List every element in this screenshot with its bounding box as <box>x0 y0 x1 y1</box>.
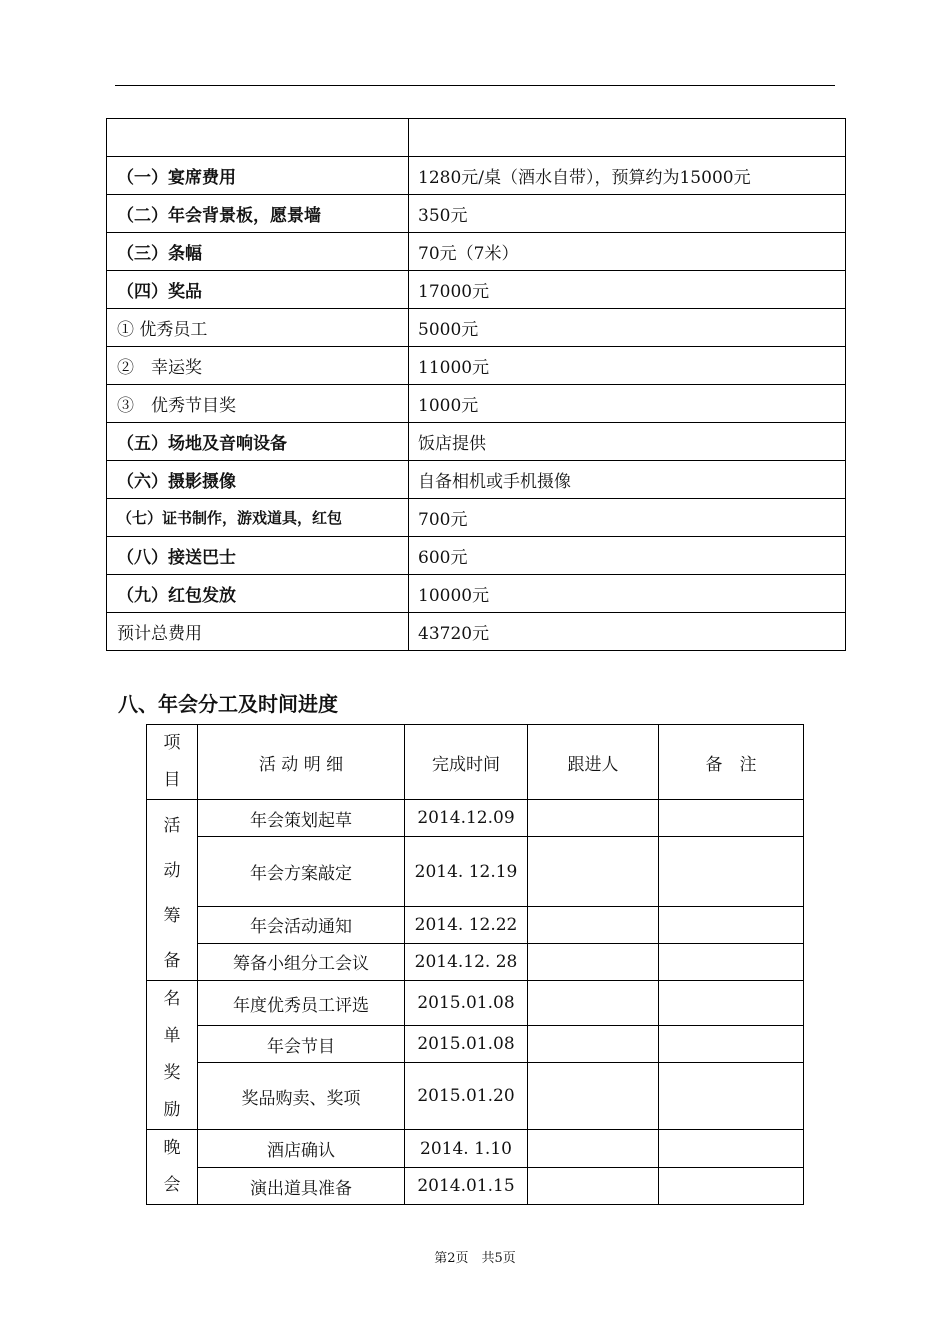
header-person: 跟进人 <box>528 725 659 800</box>
completion-time: 2014.12.09 <box>405 800 528 837</box>
table-row <box>107 195 846 233</box>
table-row <box>107 309 846 347</box>
header-category: 项 目 <box>147 725 198 800</box>
budget-item: （六）摄影摄像 <box>107 461 409 499</box>
table-row <box>147 800 804 837</box>
follow-up-person <box>528 981 659 1026</box>
table-row <box>147 943 804 980</box>
activity-detail: 年会节目 <box>198 1026 405 1063</box>
table-row <box>107 385 846 423</box>
activity-detail: 酒店确认 <box>198 1130 405 1168</box>
table-row <box>107 575 846 613</box>
completion-time: 2015.01.08 <box>405 1026 528 1063</box>
completion-time: 2014. 1.10 <box>405 1130 528 1168</box>
table-row <box>147 837 804 907</box>
category-cell: 活 动 筹 备 <box>147 800 198 981</box>
header-note: 备 注 <box>659 725 804 800</box>
table-row <box>147 1026 804 1063</box>
budget-item <box>107 119 409 157</box>
budget-value: 1280元/桌（酒水自带），预算约为15000元 <box>409 157 846 195</box>
follow-up-person <box>528 837 659 907</box>
note-cell <box>659 1130 804 1168</box>
budget-item: ① 优秀员工 <box>107 309 409 347</box>
header-rule <box>115 85 835 86</box>
table-row <box>107 499 846 537</box>
completion-time: 2014. 12.22 <box>405 907 528 943</box>
table-header-row <box>147 725 804 800</box>
follow-up-person <box>528 907 659 943</box>
table-row <box>147 1168 804 1205</box>
budget-item: （九）红包发放 <box>107 575 409 613</box>
budget-value: 43720元 <box>409 613 846 651</box>
budget-value: 5000元 <box>409 309 846 347</box>
table-row <box>147 1130 804 1168</box>
activity-detail: 奖品购卖、奖项 <box>198 1063 405 1130</box>
schedule-table <box>146 724 804 1205</box>
completion-time: 2014. 12.19 <box>405 837 528 907</box>
note-cell <box>659 943 804 980</box>
table-row <box>107 613 846 651</box>
completion-time: 2015.01.08 <box>405 981 528 1026</box>
follow-up-person <box>528 800 659 837</box>
activity-detail: 年会方案敲定 <box>198 837 405 907</box>
budget-item: （三）条幅 <box>107 233 409 271</box>
budget-value <box>409 119 846 157</box>
note-cell <box>659 981 804 1026</box>
budget-value: 11000元 <box>409 347 846 385</box>
note-cell <box>659 907 804 943</box>
table-row <box>107 233 846 271</box>
follow-up-person <box>528 1168 659 1205</box>
note-cell <box>659 800 804 837</box>
budget-table <box>106 118 846 651</box>
activity-detail: 演出道具准备 <box>198 1168 405 1205</box>
completion-time: 2014.01.15 <box>405 1168 528 1205</box>
page-footer: 第2页 共5页 <box>434 1251 516 1266</box>
budget-item: ② 幸运奖 <box>107 347 409 385</box>
table-row <box>107 271 846 309</box>
note-cell <box>659 1168 804 1205</box>
table-row <box>147 1063 804 1130</box>
activity-detail: 年会策划起草 <box>198 800 405 837</box>
table-row <box>107 119 846 157</box>
activity-detail: 年会活动通知 <box>198 907 405 943</box>
budget-value: 70元（7米） <box>409 233 846 271</box>
completion-time: 2015.01.20 <box>405 1063 528 1130</box>
budget-value: 饭店提供 <box>409 423 846 461</box>
table-row <box>147 981 804 1026</box>
table-row <box>107 537 846 575</box>
note-cell <box>659 1063 804 1130</box>
category-cell: 晚 会 <box>147 1130 198 1205</box>
budget-item: （八）接送巴士 <box>107 537 409 575</box>
budget-item: 预计总费用 <box>107 613 409 651</box>
budget-item: （二）年会背景板，愿景墙 <box>107 195 409 233</box>
budget-item: ③ 优秀节目奖 <box>107 385 409 423</box>
budget-item: （五）场地及音响设备 <box>107 423 409 461</box>
budget-value: 10000元 <box>409 575 846 613</box>
budget-value: 700元 <box>409 499 846 537</box>
category-cell: 名 单 奖 励 <box>147 981 198 1130</box>
table-row <box>107 423 846 461</box>
budget-value: 1000元 <box>409 385 846 423</box>
table-row <box>107 461 846 499</box>
budget-value: 350元 <box>409 195 846 233</box>
header-detail: 活 动 明 细 <box>198 725 405 800</box>
table-row <box>147 907 804 943</box>
table-row <box>107 157 846 195</box>
activity-detail: 筹备小组分工会议 <box>198 943 405 980</box>
note-cell <box>659 1026 804 1063</box>
follow-up-person <box>528 1130 659 1168</box>
budget-item: （七）证书制作，游戏道具，红包 <box>107 499 409 537</box>
completion-time: 2014.12. 28 <box>405 943 528 980</box>
budget-value: 600元 <box>409 537 846 575</box>
follow-up-person <box>528 1026 659 1063</box>
activity-detail: 年度优秀员工评选 <box>198 981 405 1026</box>
budget-value: 自备相机或手机摄像 <box>409 461 846 499</box>
header-time: 完成时间 <box>405 725 528 800</box>
table-row <box>107 347 846 385</box>
follow-up-person <box>528 943 659 980</box>
budget-item: （四）奖品 <box>107 271 409 309</box>
section-title: 八、年会分工及时间进度 <box>118 692 338 716</box>
follow-up-person <box>528 1063 659 1130</box>
budget-item: （一）宴席费用 <box>107 157 409 195</box>
budget-value: 17000元 <box>409 271 846 309</box>
note-cell <box>659 837 804 907</box>
